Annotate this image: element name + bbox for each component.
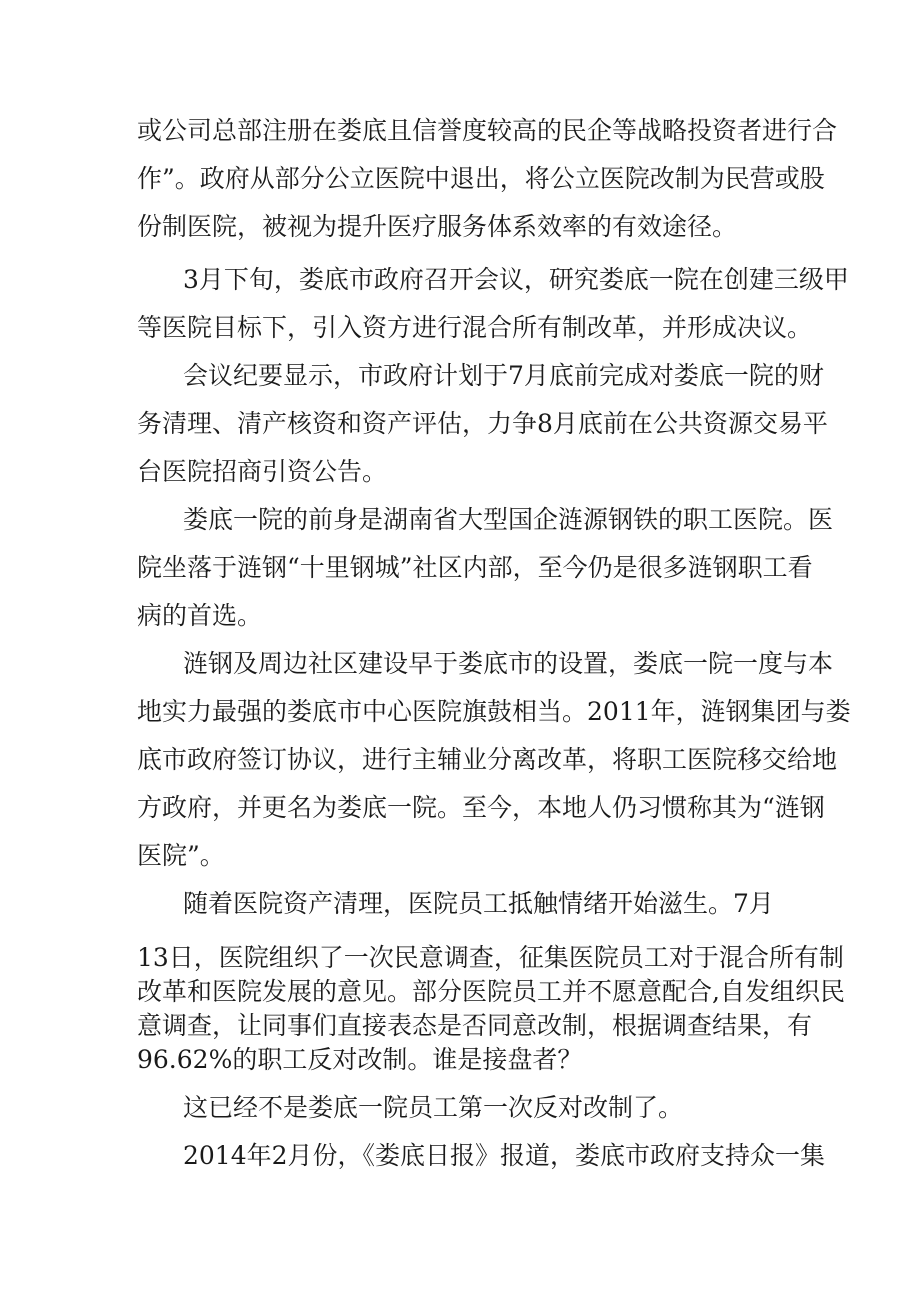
text-line-22: 这已经不是娄底一院员工第一次反对改制了。 bbox=[183, 1093, 684, 1122]
text-line-17: 随着医院资产清理，医院员工抵触情绪开始滋生。7月 bbox=[183, 889, 774, 918]
text-line-12: 涟钢及周边社区建设早于娄底市的设置，娄底一院一度与本 bbox=[183, 649, 834, 678]
text-line-7: 务清理、清产核资和资产评估，力争8月底前在公共资源交易平 bbox=[137, 409, 828, 438]
text-line-2: 作”。政府从部分公立医院中退出，将公立医院改制为民营或股 bbox=[137, 164, 825, 193]
text-line-21: 96.62%的职工反对改制。谁是接盘者？ bbox=[137, 1045, 583, 1074]
text-line-11: 病的首选。 bbox=[137, 601, 263, 630]
text-line-8: 台医院招商引资公告。 bbox=[137, 457, 388, 486]
text-line-19: 改革和医院发展的意见。部分医院员工并不愿意配合,自发组织民 bbox=[137, 977, 845, 1006]
text-line-15: 方政府，并更名为娄底一院。至今，本地人仍习惯称其为“涟钢 bbox=[137, 793, 825, 822]
text-line-4: 3月下旬，娄底市政府召开会议，研究娄底一院在创建三级甲 bbox=[183, 265, 849, 294]
text-line-16: 医院”。 bbox=[137, 841, 225, 870]
text-line-13: 地实力最强的娄底市中心医院旗鼓相当。2011年，涟钢集团与娄 bbox=[137, 697, 851, 726]
text-line-18: 13日，医院组织了一次民意调查，征集医院员工对于混合所有制 bbox=[137, 943, 844, 972]
text-line-10: 院坐落于涟钢“十里钢城”社区内部，至今仍是很多涟钢职工看 bbox=[137, 553, 813, 582]
text-line-6: 会议纪要显示，市政府计划于7月底前完成对娄底一院的财 bbox=[183, 361, 824, 390]
text-line-3: 份制医院，被视为提升医疗服务体系效率的有效途径。 bbox=[137, 212, 738, 241]
text-line-1: 或公司总部注册在娄底且信誉度较高的民企等战略投资者进行合 bbox=[137, 116, 838, 145]
text-line-23: 2014年2月份，《娄底日报》报道，娄底市政府支持众一集 bbox=[183, 1141, 826, 1170]
text-line-20: 意调查，让同事们直接表态是否同意改制，根据调查结果，有 bbox=[137, 1011, 813, 1040]
text-line-14: 底市政府签订协议，进行主辅业分离改革，将职工医院移交给地 bbox=[137, 745, 838, 774]
text-line-9: 娄底一院的前身是湖南省大型国企涟源钢铁的职工医院。医 bbox=[183, 505, 834, 534]
text-line-5: 等医院目标下，引入资方进行混合所有制改革，并形成决议。 bbox=[137, 313, 813, 342]
